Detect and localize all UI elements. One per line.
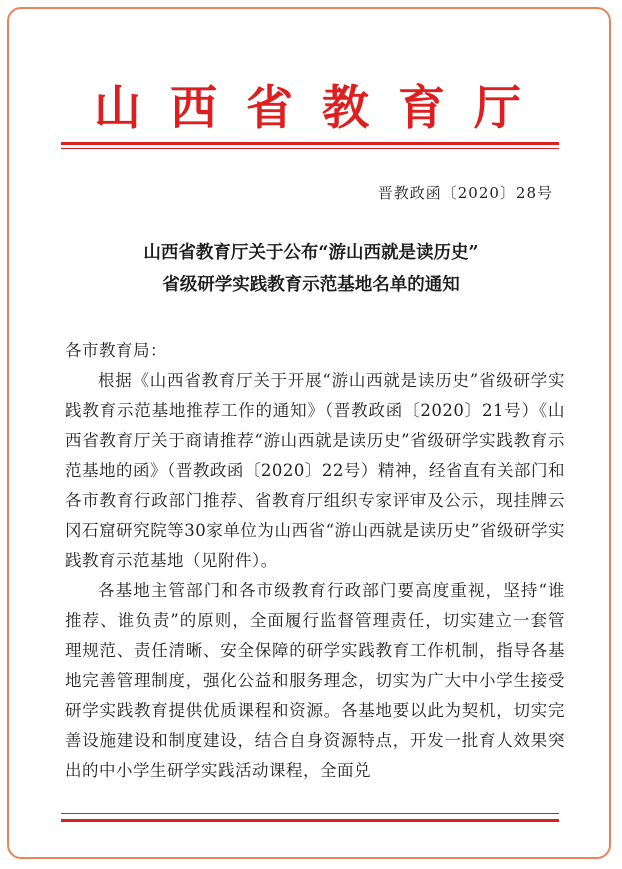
red-rule-bottom-thin (61, 813, 559, 814)
document-frame (7, 7, 611, 859)
red-rule-top-thin (61, 148, 559, 149)
salutation: 各市教育局： (65, 341, 167, 360)
paragraph-1: 根据《山西省教育厅关于开展“游山西就是读历史”省级研学实践教育示范基地推荐工作的通知》（晋教政函〔2020〕21号）《山西省教育厅关于商请推荐“游山西就是读历史”省级研学实践教育示范基地的函》（晋教政函〔2020〕22号）精神，经省直有关部门和各市教育行政部门推荐、省教育厅组织专家评审及公示，现挂牌云冈石窟研究院等30家单位为山西省“游山西就是读历史”省级研学实践教育示范基地（见附件）。 (65, 371, 565, 570)
red-rule-top-thick (61, 142, 559, 145)
notice-title-line-2: 省级研学实践教育示范基地名单的通知 (162, 275, 460, 295)
notice-title-line-1: 山西省教育厅关于公布“游山西就是读历史” (143, 243, 479, 263)
paragraph-2: 各基地主管部门和各市级教育行政部门要高度重视，坚持“谁推荐、谁负责”的原则，全面履行监督管理责任，切实建立一套管理规范、责任清晰、安全保障的研学实践教育工作机制，指导各基地完善管理制度，强化公益和服务理念，切实为广大中小学生接受研学实践教育提供优质课程和资源。各基地要以此为契机，切实完善设施建设和制度建设，结合自身资源特点，开发一批育人效果突出的中小学生研学实践活动课程，全面兑 (65, 581, 565, 780)
agency-masthead: 山西省教育厅 (94, 81, 550, 136)
red-rule-bottom-thick (61, 819, 559, 822)
notice-body (65, 336, 565, 786)
document-number: 晋教政函〔2020〕28号 (377, 184, 553, 202)
